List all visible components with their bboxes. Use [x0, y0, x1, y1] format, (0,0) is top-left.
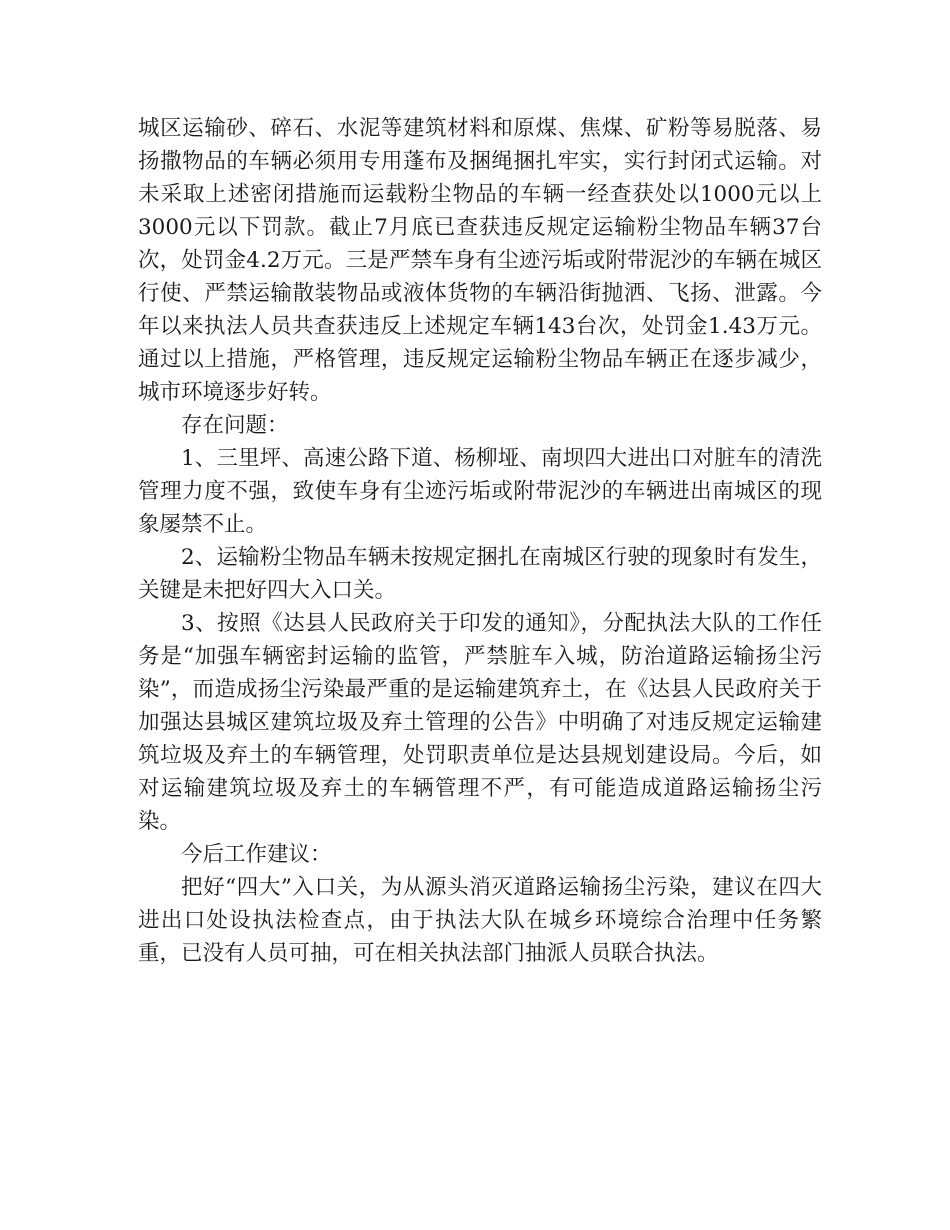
problem-item-1: 1、三里坪、高速公路下道、杨柳垭、南坝四大进出口对脏车的清洗管理力度不强，致使车身有尘迹污垢或附带泥沙的车辆进出南城区的现象屡禁不止。 [138, 446, 822, 537]
heading-existing-problems: 存在问题： [181, 413, 289, 438]
problem-item-2: 2、运输粉尘物品车辆未按规定捆扎在南城区行驶的现象时有发生，关键是未把好四大入口关。 [138, 545, 822, 603]
problem-item-3: 3、按照《达县人民政府关于印发的通知》，分配执法大队的工作任务是“加强车辆密封运输的监管，严禁脏车入城，防治道路运输扬尘污染”，而造成扬尘污染最严重的是运输建筑弃土，在《达县人民政府关于加强达县城区建筑垃圾及弃土管理的公告》中明确了对违反规定运输建筑垃圾及弃土的车辆管理，处罚职责单位是达县规划建设局。今后，如对运输建筑垃圾及弃土的车辆管理不严，有可能造成道路运输扬尘污染。 [138, 611, 822, 834]
suggestion-paragraph: 把好“四大”入口关，为从源头消灭道路运输扬尘污染，建议在四大进出口处设执法检查点，由于执法大队在城乡环境综合治理中任务繁重，已没有人员可抽，可在相关执法部门抽派人员联合执法。 [138, 875, 822, 966]
paragraph-continuation: 城区运输砂、碎石、水泥等建筑材料和原煤、焦煤、矿粉等易脱落、易扬撒物品的车辆必须用专用蓬布及捆绳捆扎牢实，实行封闭式运输。对未采取上述密闭措施而运载粉尘物品的车辆一经查获处以1000元以上3000元以下罚款。截止7月底已查获违反规定运输粉尘物品车辆37台次，处罚金4.2万元。三是严禁车身有尘迹污垢或附带泥沙的车辆在城区行使、严禁运输散装物品或液体货物的车辆沿街抛洒、飞扬、泄露。今年以来执法人员共查获违反上述规定车辆143台次，处罚金1.43万元。通过以上措施，严格管理，违反规定运输粉尘物品车辆正在逐步减少，城市环境逐步好转。 [138, 116, 822, 405]
heading-work-suggestions: 今后工作建议： [181, 842, 332, 867]
document-body [138, 112, 822, 970]
